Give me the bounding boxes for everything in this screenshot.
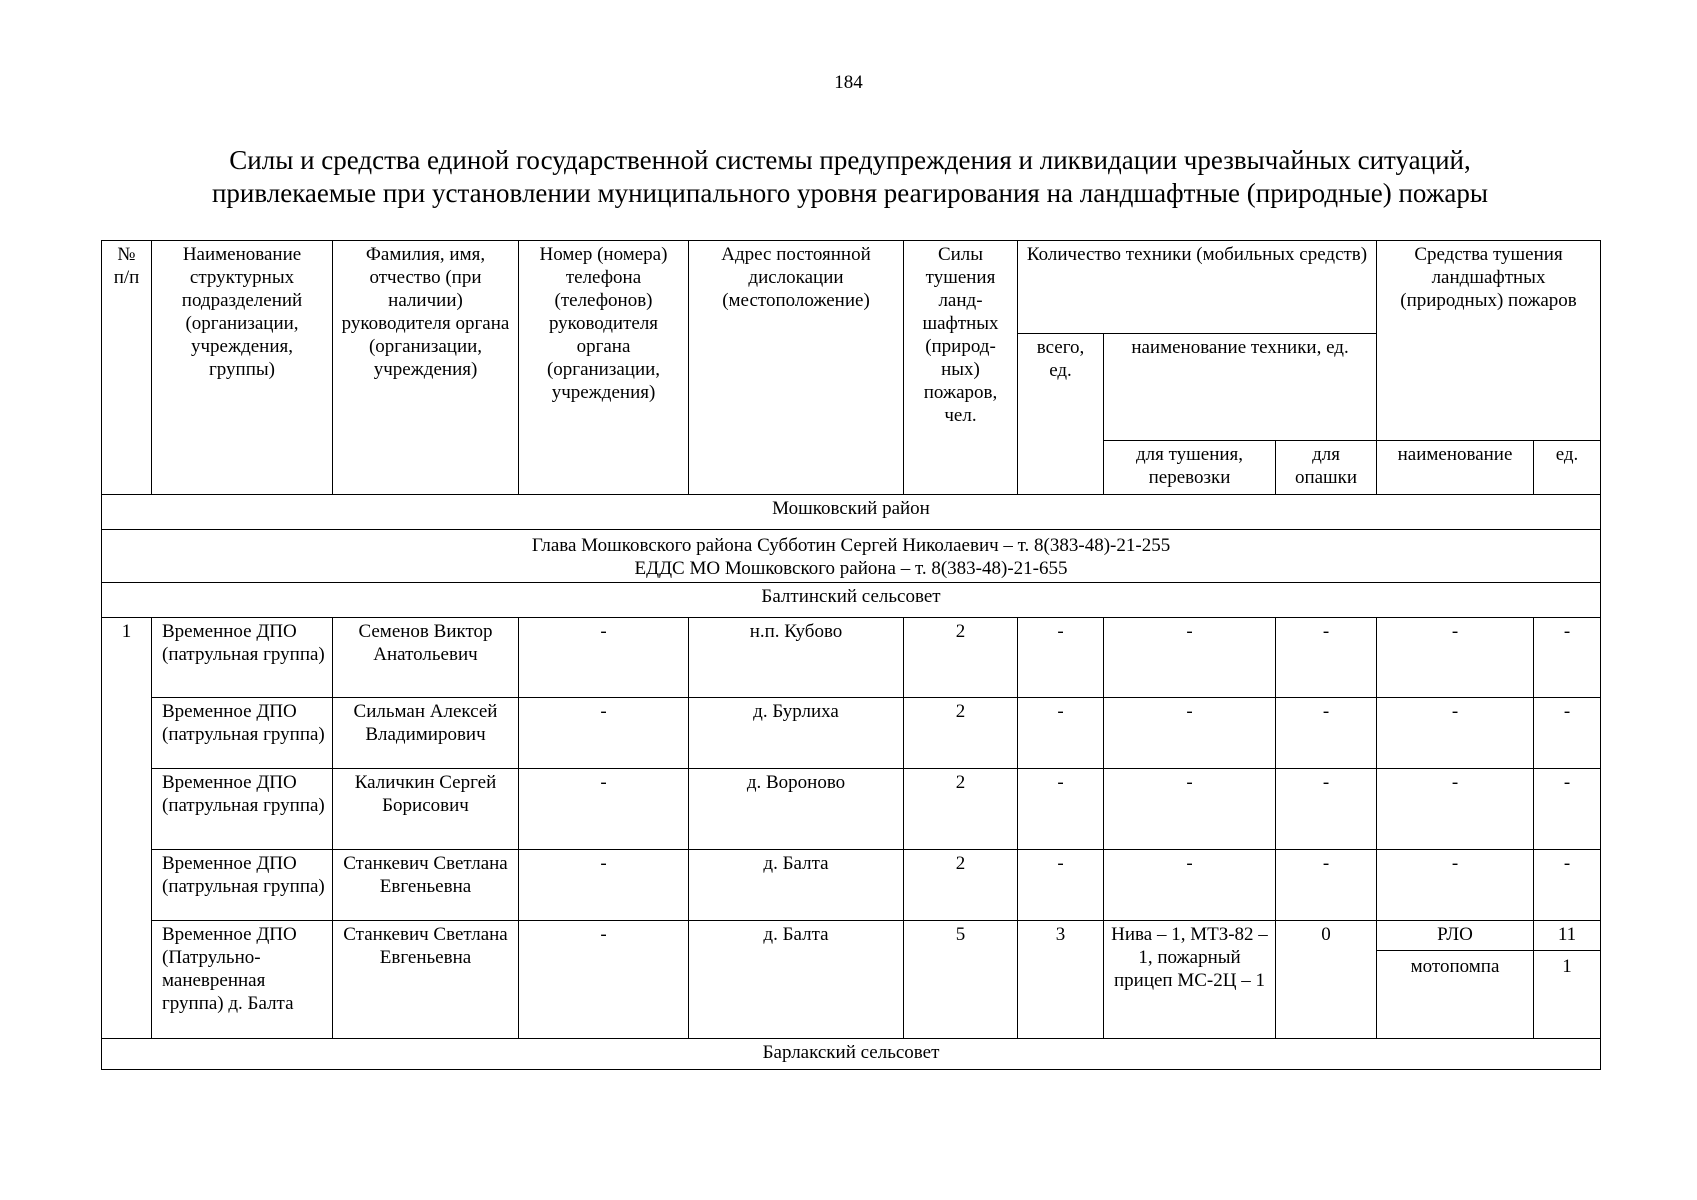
cell-plow: 0 <box>1276 921 1377 1039</box>
cell-phone: - <box>519 698 689 769</box>
cell-plow: - <box>1276 850 1377 921</box>
cell-phone: - <box>519 850 689 921</box>
cell-address: д. Балта <box>689 921 904 1039</box>
cell-forces: 2 <box>904 618 1018 698</box>
cell-total: - <box>1018 618 1104 698</box>
cell-means-name: мотопомпа <box>1410 956 1500 977</box>
district-contacts <box>102 530 1601 583</box>
section-row <box>102 495 1601 530</box>
cell-address: н.п. Кубово <box>689 618 904 698</box>
cell-unit: Временное ДПО (патрульная группа) <box>152 618 333 698</box>
cell-address: д. Бурлиха <box>689 698 904 769</box>
title-line-1: Силы и средства единой государственной системы предупреждения и ликвидации чрезвычайных ситуаций, <box>229 145 1471 175</box>
cell-forces: 2 <box>904 769 1018 850</box>
header-equip-total: всего, ед. <box>1018 334 1104 495</box>
cell-total: - <box>1018 698 1104 769</box>
header-means-group: Средства тушения ландшафтных (природных) пожаров <box>1377 241 1601 441</box>
cell-total: - <box>1018 769 1104 850</box>
table-row <box>102 698 1601 769</box>
cell-means-units: - <box>1534 698 1601 769</box>
table-row <box>102 618 1601 698</box>
header-row <box>102 241 1601 334</box>
cell-means-units: - <box>1534 618 1601 698</box>
cell-means-name: - <box>1377 769 1534 850</box>
table-row <box>102 921 1601 1039</box>
cell-means-name: - <box>1377 618 1534 698</box>
contacts-line: ЕДДС МО Мошковского района – т. 8(383-48)-21-655 <box>634 558 1068 579</box>
cell-means-units: - <box>1534 769 1601 850</box>
cell-unit: Временное ДПО (Патрульно-маневренная группа) д. Балта <box>152 921 333 1039</box>
section-row <box>102 1039 1601 1070</box>
section-row <box>102 583 1601 618</box>
page-number: 184 <box>834 72 863 93</box>
cell-head: Каличкин Сергей Борисович <box>333 769 519 850</box>
header-equip-plow: для опашки <box>1276 441 1377 495</box>
header-address: Адрес постоянной дислокации (местоположение) <box>689 241 904 495</box>
cell-means-name: РЛО <box>1377 921 1533 951</box>
cell-means-name-split <box>1377 921 1534 1039</box>
header-means-units: ед. <box>1534 441 1601 495</box>
cell-phone: - <box>519 618 689 698</box>
cell-fire: - <box>1104 850 1276 921</box>
cell-means-units: - <box>1534 850 1601 921</box>
header-equip-fire: для тушения, перевозки <box>1104 441 1276 495</box>
cell-forces: 2 <box>904 698 1018 769</box>
header-means-name: наименование <box>1377 441 1534 495</box>
header-head-name: Фамилия, имя, отчество (при наличии) руководителя органа (организации, учреждения) <box>333 241 519 495</box>
cell-unit: Временное ДПО (патрульная группа) <box>152 698 333 769</box>
document-title <box>100 144 1600 210</box>
cell-means-name: - <box>1377 850 1534 921</box>
header-num: № п/п <box>102 241 152 495</box>
cell-means-units-split <box>1534 921 1601 1039</box>
cell-forces: 2 <box>904 850 1018 921</box>
council-name: Барлакский сельсовет <box>102 1039 1601 1070</box>
cell-total: - <box>1018 850 1104 921</box>
cell-fire: - <box>1104 698 1276 769</box>
cell-plow: - <box>1276 769 1377 850</box>
cell-plow: - <box>1276 618 1377 698</box>
cell-fire: - <box>1104 769 1276 850</box>
header-equipment-group: Количество техники (мобильных средств) <box>1018 241 1377 334</box>
cell-head: Семенов Виктор Анатольевич <box>333 618 519 698</box>
table-row <box>102 850 1601 921</box>
cell-unit: Временное ДПО (патрульная группа) <box>152 850 333 921</box>
cell-fire: Нива – 1, МТЗ-82 – 1, пожарный прицеп МС-2Ц – 1 <box>1104 921 1276 1039</box>
cell-total: 3 <box>1018 921 1104 1039</box>
cell-phone: - <box>519 921 689 1039</box>
cell-phone: - <box>519 769 689 850</box>
header-unit: Наименование структурных подразделений (организации, учреждения, группы) <box>152 241 333 495</box>
cell-unit: Временное ДПО (патрульная группа) <box>152 769 333 850</box>
header-forces: Силы тушения ланд-шафтных (природ-ных) пожаров, чел. <box>904 241 1018 495</box>
header-equip-names: наименование техники, ед. <box>1104 334 1377 441</box>
cell-means-name: - <box>1377 698 1534 769</box>
cell-means-units: 1 <box>1562 956 1572 977</box>
cell-head: Станкевич Светлана Евгеньевна <box>333 921 519 1039</box>
cell-head: Станкевич Светлана Евгеньевна <box>333 850 519 921</box>
contacts-line: Глава Мошковского района Субботин Сергей Николаевич – т. 8(383-48)-21-255 <box>531 535 1171 556</box>
forces-table <box>101 240 1601 1070</box>
title-line-2: привлекаемые при установлении муниципального уровня реагирования на ландшафтные (природные) пожары <box>211 178 1489 208</box>
section-row <box>102 530 1601 583</box>
cell-address: д. Вороново <box>689 769 904 850</box>
cell-means-units: 11 <box>1534 921 1600 951</box>
cell-plow: - <box>1276 698 1377 769</box>
cell-forces: 5 <box>904 921 1018 1039</box>
council-name: Балтинский сельсовет <box>102 583 1601 618</box>
row-number: 1 <box>102 618 152 1039</box>
cell-address: д. Балта <box>689 850 904 921</box>
district-name: Мошковский район <box>102 495 1601 530</box>
cell-head: Сильман Алексей Владимирович <box>333 698 519 769</box>
header-phone: Номер (номера) телефона (телефонов) руководителя органа (организации, учреждения) <box>519 241 689 495</box>
cell-fire: - <box>1104 618 1276 698</box>
table-row <box>102 769 1601 850</box>
